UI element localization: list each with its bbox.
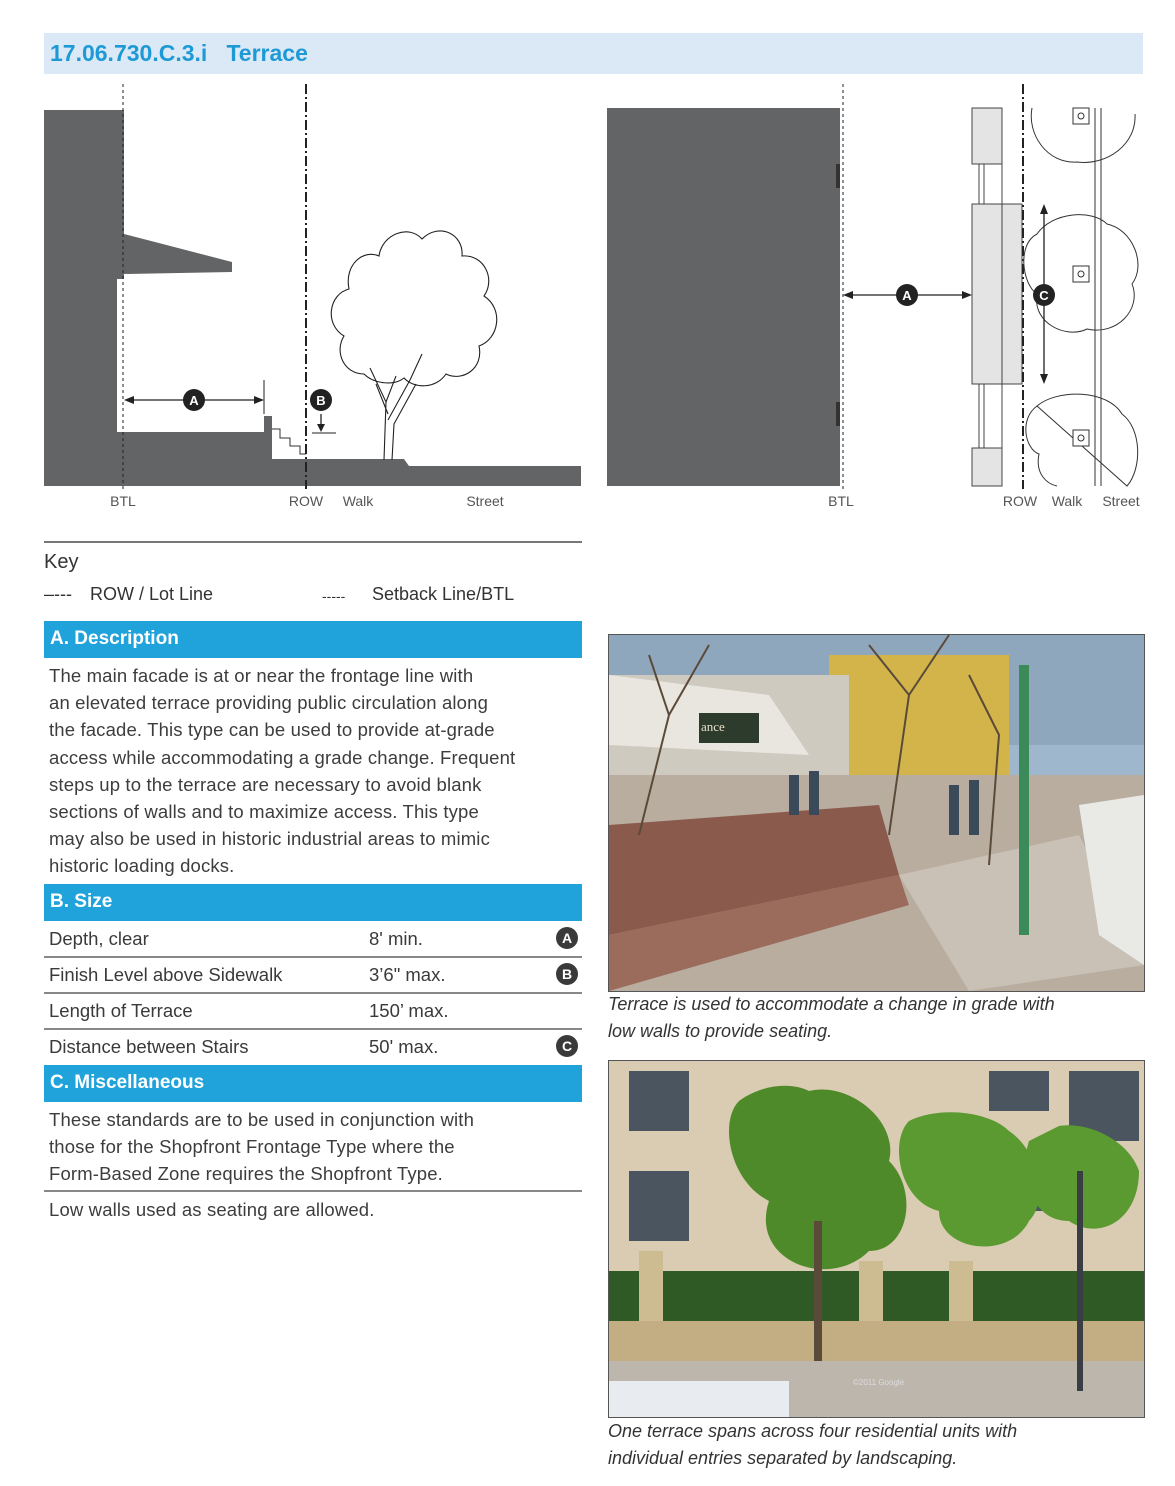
key-row-label: ROW / Lot Line: [90, 584, 214, 604]
label-row: ROW: [288, 493, 324, 509]
badge-c-plan-label: C: [1039, 288, 1049, 303]
size-row: Depth, clear 8' min. A: [44, 921, 582, 958]
label-row-plan: ROW: [1002, 493, 1038, 509]
plan-diagram: [607, 84, 1147, 514]
misc-text-2: Low walls used as seating are allowed.: [49, 1199, 375, 1220]
description-heading: A. Description: [44, 621, 582, 658]
label-street-plan: Street: [1102, 493, 1140, 509]
photo-residential-terrace: [608, 1060, 1145, 1418]
section-diagram: [44, 84, 584, 514]
badge-b-icon: B: [556, 963, 578, 985]
key-btl-symbol: -----: [322, 588, 346, 604]
badge-a-icon: A: [556, 927, 578, 949]
title-bar: [44, 33, 1143, 74]
photo-caption-1: Terrace is used to accommodate a change in grade with low walls to provide seating.: [608, 994, 1055, 1041]
terrace-strip: [972, 108, 1022, 486]
size-row: Length of Terrace 150’ max.: [44, 993, 582, 1030]
key-divider: [44, 541, 582, 543]
steps: [272, 429, 306, 454]
misc-text: These standards are to be used in conjunction with those for the Shopfront Frontage Type where the Form-Based Zone requires the Shopfront Type.: [49, 1109, 475, 1185]
misc-divider: [44, 1190, 582, 1192]
key-title: Key: [44, 551, 79, 573]
description-text: The main facade is at or near the frontage line with an elevated terrace providing public circulation along the facade. This type can be used to provide at-grade access while accommodating a grade change. Frequent steps up to the terrace are necessary to avoid blank sections of walls and to maximize access. This type may also be used in historic industrial areas to mimic historic loading docks.: [49, 665, 516, 877]
size-row: Finish Level above Sidewalk 3’6" max. B: [44, 957, 582, 994]
badge-a-label: A: [189, 393, 199, 408]
page-title: 17.06.730.C.3.i Terrace: [50, 40, 308, 66]
tree-icon: [331, 231, 496, 460]
label-btl-plan: BTL: [828, 493, 854, 509]
label-btl: BTL: [110, 493, 136, 509]
key-btl-label: Setback Line/BTL: [372, 584, 515, 604]
misc-heading: C. Miscellaneous: [44, 1065, 582, 1102]
label-street: Street: [466, 493, 504, 509]
building-plan-shape: [607, 108, 840, 486]
size-row: Distance between Stairs 50' max. C: [44, 1029, 582, 1064]
size-heading: B. Size: [44, 884, 582, 921]
svg-text:ance: ance: [701, 719, 725, 734]
photo-caption-2: One terrace spans across four residential units with individual entries separated by landscaping.: [608, 1421, 1018, 1468]
label-walk-plan: Walk: [1051, 493, 1083, 509]
svg-text:©2011 Google: ©2011 Google: [853, 1378, 905, 1387]
key-row-symbol: –---: [44, 584, 72, 604]
badge-c-icon: C: [556, 1035, 578, 1057]
label-walk: Walk: [342, 493, 374, 509]
badge-b-label: B: [316, 393, 326, 408]
badge-a-plan-label: A: [902, 288, 912, 303]
photo-terrace-street: [608, 634, 1145, 992]
